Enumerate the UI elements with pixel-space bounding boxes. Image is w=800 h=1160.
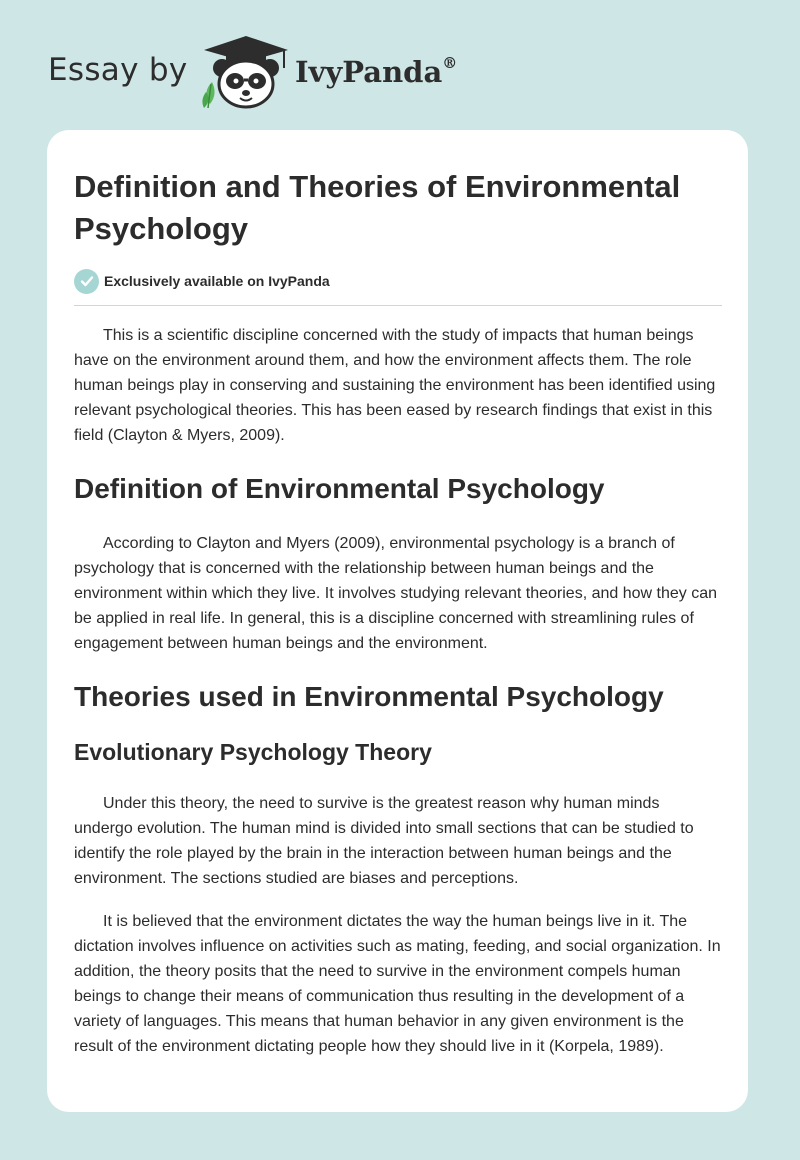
subheading-evolutionary: Evolutionary Psychology Theory — [74, 739, 432, 765]
evolutionary-paragraph-1: Under this theory, the need to survive is the greatest reason why human minds undergo evolution. The human mind is divided into small sections that can be studied to identify the role played by the brain in the interaction between human beings and the environment. The sections studied are biases and perceptions. — [74, 795, 694, 887]
divider — [74, 305, 722, 306]
registered-mark: ® — [442, 54, 458, 72]
exclusive-badge — [74, 268, 722, 294]
essay-by-label: Essay by — [48, 52, 188, 88]
site-header — [48, 34, 748, 114]
section-heading-definition: Definition of Environmental Psychology — [74, 473, 605, 504]
brand-text: IvyPanda — [295, 55, 443, 89]
evolutionary-paragraph-2: It is believed that the environment dictates the way the human beings live in it. The dictation involves influence on activities such as mating, feeding, and social organization. In addition, the theory posits that the need to survive in the environment compels human beings to change their means of communication thus resulting in the development of a variety of languages. This means that human behavior in any given environment is the result of the environment dictating people how they should live in it (Korpela, 1989). — [74, 913, 721, 1055]
brand-name[interactable] — [295, 54, 457, 89]
section-heading-theories: Theories used in Environmental Psychology — [74, 681, 664, 712]
check-icon — [74, 269, 99, 294]
essay-card — [47, 130, 748, 1112]
exclusive-label: Exclusively available on IvyPanda — [104, 273, 330, 289]
panda-logo-icon[interactable] — [200, 34, 292, 110]
page-title: Definition and Theories of Environmental Psychology — [74, 169, 681, 246]
intro-paragraph: This is a scientific discipline concerned with the study of impacts that human beings have on the environment around them, and how the environment affects them. The role human beings play in conserving and sustaining the environment has been identified using relevant psychological theories. This has been eased by research findings that exist in this field (Clayton & Myers, 2009). — [74, 327, 716, 444]
essay-content — [74, 166, 722, 1059]
definition-paragraph: According to Clayton and Myers (2009), environmental psychology is a branch of psychology that is concerned with the relationship between human beings and the environment within which they live. It involves studying relevant theories, and how they can be applied in real life. In general, this is a discipline concerned with streamlining rules of engagement between human beings and the environment. — [74, 535, 718, 652]
